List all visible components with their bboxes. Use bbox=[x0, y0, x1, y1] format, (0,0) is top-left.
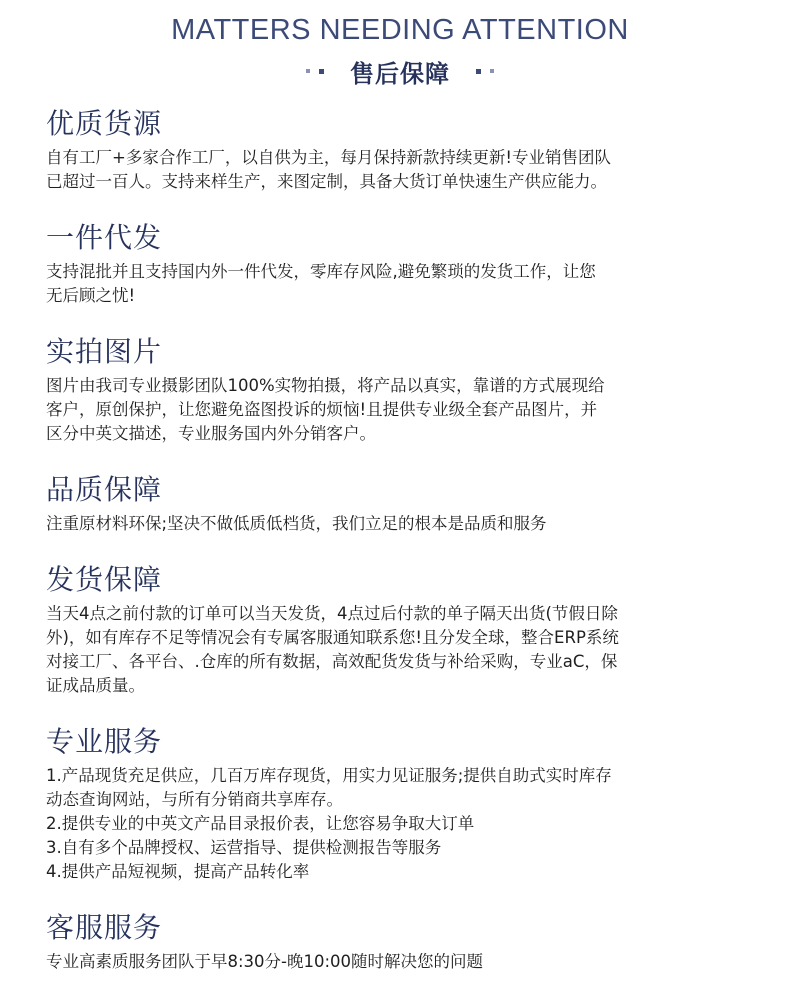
section-text bbox=[46, 374, 766, 446]
section-real-photos bbox=[46, 334, 766, 446]
section-quality-assurance bbox=[46, 472, 766, 536]
text-line: 已超过一百人。支持来样生产，来图定制，具备大货订单快速生产供应能力。 bbox=[46, 172, 607, 191]
dot-icon bbox=[306, 69, 310, 73]
text-line: 无后顾之忧! bbox=[46, 286, 136, 305]
section-text bbox=[46, 764, 766, 884]
dot-icon bbox=[476, 69, 481, 74]
text-line: 对接工厂、各平台、.仓库的所有数据，高效配货发货与补给采购，专业aC，保 bbox=[46, 652, 618, 671]
text-line: 外)，如有库存不足等情况会有专属客服通知联系您!且分发全球，整合ERP系统 bbox=[46, 628, 619, 647]
section-professional-service bbox=[46, 724, 766, 884]
section-text bbox=[46, 950, 766, 974]
right-dots-decoration bbox=[476, 69, 494, 74]
section-title: 发货保障 bbox=[46, 563, 163, 596]
text-line: 证成品质量。 bbox=[46, 676, 145, 695]
section-text bbox=[46, 260, 766, 308]
section-text bbox=[46, 512, 766, 536]
section-title: 优质货源 bbox=[46, 107, 163, 140]
text-line: 图片由我司专业摄影团队100%实物拍摄，将产品以真实，靠谱的方式展现给 bbox=[46, 376, 605, 395]
section-title: 一件代发 bbox=[46, 221, 163, 254]
section-title: 客服服务 bbox=[46, 911, 163, 944]
left-dots-decoration bbox=[306, 69, 324, 74]
section-dropshipping bbox=[46, 220, 766, 308]
text-line: 当天4点之前付款的订单可以当天发货，4点过后付款的单子隔天出货(节假日除 bbox=[46, 604, 618, 623]
dot-icon bbox=[490, 69, 494, 73]
section-title: 品质保障 bbox=[46, 473, 163, 506]
page-header bbox=[0, 10, 800, 90]
text-line: 2.提供专业的中英文产品目录报价表，让您容易争取大订单 bbox=[46, 814, 475, 833]
section-shipping-assurance bbox=[46, 562, 766, 698]
section-title: 专业服务 bbox=[46, 725, 163, 758]
text-line: 1.产品现货充足供应，几百万库存现货，用实力见证服务;提供自助式实时库存 bbox=[46, 766, 612, 785]
text-line: 专业高素质服务团队于早8:30分-晚10:00随时解决您的问题 bbox=[46, 952, 484, 971]
text-line: 支持混批并且支持国内外一件代发，零库存风险,避免繁琐的发货工作，让您 bbox=[46, 262, 596, 281]
header-title-en: MATTERS NEEDING ATTENTION bbox=[171, 14, 629, 46]
text-line: 客户，原创保护，让您避免盗图投诉的烦恼!且提供专业级全套产品图片，并 bbox=[46, 400, 598, 419]
text-line: 区分中英文描述，专业服务国内外分销客户。 bbox=[46, 424, 376, 443]
header-title-cn: 售后保障 bbox=[350, 59, 450, 88]
section-quality-source bbox=[46, 106, 766, 194]
section-text bbox=[46, 602, 766, 698]
text-line: 注重原材料环保;坚决不做低质低档货，我们立足的根本是品质和服务 bbox=[46, 514, 547, 533]
header-title-row bbox=[0, 52, 800, 90]
section-title: 实拍图片 bbox=[46, 335, 163, 368]
text-line: 自有工厂+多家合作工厂，以自供为主，每月保持新款持续更新!专业销售团队 bbox=[46, 148, 611, 167]
text-line: 3.自有多个品牌授权、运营指导、提供检测报告等服务 bbox=[46, 838, 442, 857]
text-line: 4.提供产品短视频，提高产品转化率 bbox=[46, 862, 310, 881]
dot-icon bbox=[319, 69, 324, 74]
section-text bbox=[46, 146, 766, 194]
section-customer-service bbox=[46, 910, 766, 974]
text-line: 动态查询网站，与所有分销商共享库存。 bbox=[46, 790, 343, 809]
